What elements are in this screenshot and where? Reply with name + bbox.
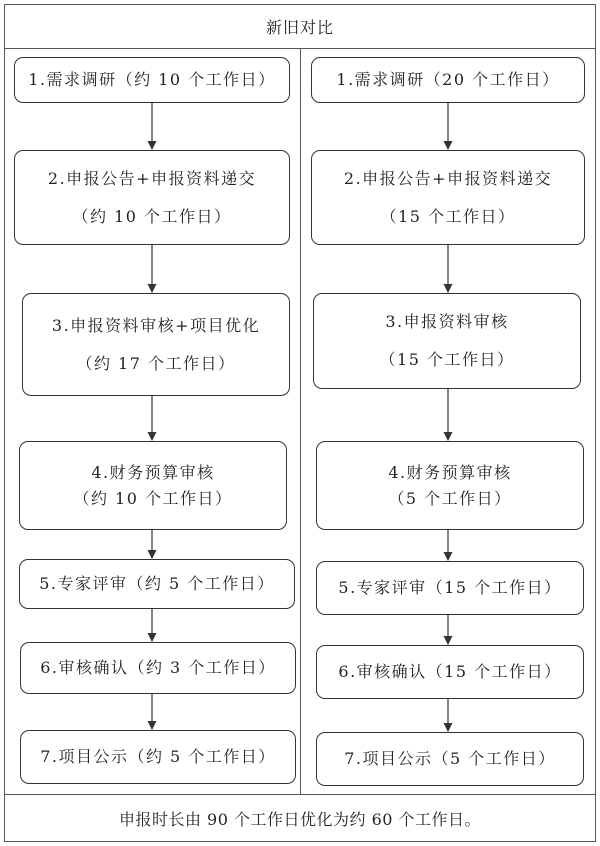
- old-step-3-duration: （约 17 个工作日）: [76, 353, 236, 373]
- new-step-4-label: 4.财务预算审核: [388, 462, 512, 482]
- old-step-1-label: 1.需求调研（约 10 个工作日）: [28, 70, 276, 89]
- new-step-1-label: 1.需求调研（20 个工作日）: [336, 70, 560, 89]
- table-title: 新旧对比: [265, 17, 334, 37]
- old-step-4-label: 4.财务预算审核: [91, 462, 215, 482]
- new-step-4-duration: （5 个工作日）: [388, 488, 512, 508]
- old-step-5-label: 5.专家评审（约 5 个工作日）: [39, 574, 275, 593]
- old-step-2-label: 2.申报公告+申报资料递交: [47, 168, 257, 188]
- new-step-7-label: 7.项目公示（5 个工作日）: [344, 749, 556, 768]
- old-step-4-duration: （约 10 个工作日）: [73, 488, 233, 508]
- old-step-3-label: 3.申报资料审核+项目优化: [51, 315, 261, 335]
- new-step-6-label: 6.审核确认（15 个工作日）: [338, 662, 562, 681]
- old-step-7-label: 7.项目公示（约 5 个工作日）: [40, 747, 276, 766]
- new-step-2-label: 2.申报公告+申报资料递交: [343, 168, 553, 188]
- new-step-2-duration: （15 个工作日）: [380, 206, 516, 226]
- summary-note: 申报时长由 90 个工作日优化为约 60 个工作日。: [118, 809, 482, 829]
- new-step-3-duration: （15 个工作日）: [379, 350, 515, 369]
- new-step-5-label: 5.专家评审（15 个工作日）: [338, 578, 562, 597]
- new-step-3-label: 3.申报资料审核: [385, 312, 509, 331]
- old-step-2-duration: （约 10 个工作日）: [72, 206, 232, 226]
- old-step-6-label: 6.审核确认（约 3 个工作日）: [40, 658, 276, 677]
